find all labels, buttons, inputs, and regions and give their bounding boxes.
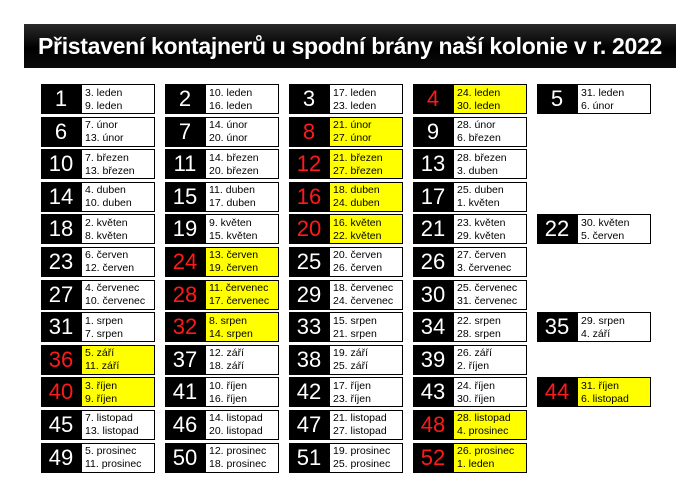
week-dates	[453, 84, 527, 114]
week-number: 47	[289, 410, 329, 440]
week-dates	[329, 280, 403, 310]
week-number: 35	[537, 312, 577, 342]
week-number: 28	[165, 280, 205, 310]
week-dates	[205, 117, 279, 147]
week-start-date: 25. červenec	[457, 282, 518, 295]
week-number: 7	[165, 117, 205, 147]
week-dates	[453, 182, 527, 212]
week-cell	[41, 247, 165, 277]
week-end-date: 11. září	[85, 360, 120, 373]
week-end-date: 10. duben	[85, 197, 132, 210]
week-end-date: 1. květen	[457, 197, 500, 210]
week-start-date: 13. červen	[209, 249, 259, 262]
week-cell	[289, 443, 413, 473]
week-cell	[165, 182, 289, 212]
week-end-date: 9. leden	[85, 99, 123, 112]
week-end-date: 13. listopad	[85, 425, 139, 438]
week-cell	[41, 117, 165, 147]
week-end-date: 16. leden	[209, 99, 253, 112]
week-dates	[205, 312, 279, 342]
week-start-date: 11. červenec	[209, 282, 269, 295]
week-cell	[537, 214, 661, 244]
week-end-date: 3. duben	[457, 164, 498, 177]
week-number: 45	[41, 410, 81, 440]
week-number: 25	[289, 247, 329, 277]
week-end-date: 20. listopad	[209, 425, 263, 438]
week-cell	[41, 280, 165, 310]
week-cell	[41, 84, 165, 114]
week-end-date: 13. březen	[85, 164, 135, 177]
week-number: 8	[289, 117, 329, 147]
week-number: 20	[289, 214, 329, 244]
week-cell	[41, 182, 165, 212]
week-end-date: 24. duben	[333, 197, 380, 210]
week-start-date: 26. prosinec	[457, 445, 515, 458]
week-number: 52	[413, 443, 453, 473]
week-end-date: 30. leden	[457, 99, 501, 112]
week-start-date: 21. březen	[333, 151, 383, 164]
week-number: 37	[165, 345, 205, 375]
week-number: 44	[537, 377, 577, 407]
week-dates	[329, 214, 403, 244]
week-dates	[81, 84, 155, 114]
week-dates	[329, 377, 403, 407]
week-number: 40	[41, 377, 81, 407]
week-cell	[537, 84, 661, 114]
page-title: Přistavení kontajnerů u spodní brány naší kolonie v r. 2022	[24, 24, 676, 68]
week-number: 34	[413, 312, 453, 342]
week-end-date: 15. květen	[209, 229, 258, 242]
week-cell	[289, 247, 413, 277]
week-dates	[453, 280, 527, 310]
week-dates	[577, 214, 651, 244]
week-number: 4	[413, 84, 453, 114]
week-dates	[453, 443, 527, 473]
week-start-date: 14. únor	[209, 119, 248, 132]
week-dates	[205, 247, 279, 277]
week-end-date: 26. červen	[333, 262, 383, 275]
week-end-date: 1. leden	[457, 458, 495, 471]
week-cell	[289, 410, 413, 440]
week-start-date: 24. říjen	[457, 379, 495, 392]
week-start-date: 15. srpen	[333, 314, 377, 327]
week-start-date: 29. srpen	[581, 314, 625, 327]
week-number: 29	[289, 280, 329, 310]
week-cell	[165, 117, 289, 147]
week-end-date: 22. květen	[333, 229, 382, 242]
week-cell	[165, 149, 289, 179]
week-start-date: 7. březen	[85, 151, 129, 164]
week-cell	[537, 312, 661, 342]
week-dates	[81, 377, 155, 407]
week-end-date: 21. srpen	[333, 327, 377, 340]
week-dates	[205, 443, 279, 473]
week-start-date: 23. květen	[457, 216, 506, 229]
week-end-date: 17. červenec	[209, 295, 270, 308]
week-end-date: 30. říjen	[457, 392, 495, 405]
week-cell	[413, 247, 537, 277]
week-end-date: 17. duben	[209, 197, 256, 210]
week-cell	[41, 149, 165, 179]
week-end-date: 13. únor	[85, 132, 124, 145]
week-end-date: 11. prosinec	[85, 458, 142, 471]
week-cell	[289, 84, 413, 114]
week-start-date: 18. červenec	[333, 282, 394, 295]
week-number: 43	[413, 377, 453, 407]
week-start-date: 31. říjen	[581, 379, 619, 392]
week-cell	[165, 377, 289, 407]
week-end-date: 18. září	[209, 360, 245, 373]
week-start-date: 22. srpen	[457, 314, 501, 327]
week-cell	[413, 312, 537, 342]
week-dates	[81, 214, 155, 244]
week-number: 32	[165, 312, 205, 342]
week-end-date: 2. říjen	[457, 360, 490, 373]
week-dates	[453, 117, 527, 147]
week-number: 39	[413, 345, 453, 375]
week-dates	[577, 312, 651, 342]
week-cell	[41, 410, 165, 440]
week-number: 51	[289, 443, 329, 473]
week-number: 26	[413, 247, 453, 277]
week-dates	[453, 345, 527, 375]
week-end-date: 25. prosinec	[333, 458, 391, 471]
week-cell	[537, 377, 661, 407]
week-dates	[453, 247, 527, 277]
week-start-date: 7. únor	[85, 119, 118, 132]
week-cell	[413, 182, 537, 212]
week-number: 24	[165, 247, 205, 277]
week-number: 31	[41, 312, 81, 342]
week-end-date: 18. prosinec	[209, 458, 267, 471]
week-start-date: 16. květen	[333, 216, 382, 229]
week-dates	[329, 345, 403, 375]
week-number: 36	[41, 345, 81, 375]
week-end-date: 16. říjen	[209, 392, 247, 405]
week-start-date: 5. září	[85, 347, 115, 360]
week-end-date: 28. srpen	[457, 327, 501, 340]
week-number: 19	[165, 214, 205, 244]
week-dates	[81, 182, 155, 212]
week-number: 42	[289, 377, 329, 407]
week-start-date: 3. leden	[85, 86, 123, 99]
week-number: 38	[289, 345, 329, 375]
week-dates	[81, 247, 155, 277]
week-start-date: 4. duben	[85, 184, 126, 197]
week-dates	[205, 214, 279, 244]
week-start-date: 31. leden	[581, 86, 625, 99]
week-end-date: 19. červen	[209, 262, 259, 275]
week-cell	[413, 345, 537, 375]
week-end-date: 20. únor	[209, 132, 248, 145]
week-start-date: 27. červen	[457, 249, 507, 262]
week-start-date: 21. únor	[333, 119, 372, 132]
week-cell	[165, 443, 289, 473]
week-start-date: 19. září	[333, 347, 369, 360]
week-cell	[413, 117, 537, 147]
week-end-date: 23. leden	[333, 99, 377, 112]
week-number: 9	[413, 117, 453, 147]
week-dates	[205, 280, 279, 310]
week-start-date: 5. prosinec	[85, 445, 137, 458]
week-number: 27	[41, 280, 81, 310]
week-start-date: 12. prosinec	[209, 445, 267, 458]
week-start-date: 14. listopad	[209, 412, 263, 425]
week-number: 18	[41, 214, 81, 244]
week-cell	[413, 149, 537, 179]
week-end-date: 27. únor	[333, 132, 372, 145]
week-number: 12	[289, 149, 329, 179]
week-start-date: 9. květen	[209, 216, 252, 229]
week-number: 33	[289, 312, 329, 342]
week-dates	[329, 182, 403, 212]
week-start-date: 30. květen	[581, 216, 630, 229]
week-start-date: 8. srpen	[209, 314, 247, 327]
week-number: 2	[165, 84, 205, 114]
week-start-date: 25. duben	[457, 184, 504, 197]
week-end-date: 29. květen	[457, 229, 506, 242]
week-end-date: 6. listopad	[581, 392, 629, 405]
week-dates	[329, 247, 403, 277]
week-cell	[289, 182, 413, 212]
week-start-date: 19. prosinec	[333, 445, 391, 458]
week-start-date: 3. říjen	[85, 379, 118, 392]
week-grid	[41, 84, 661, 474]
week-number: 48	[413, 410, 453, 440]
week-start-date: 6. červen	[85, 249, 129, 262]
week-start-date: 10. leden	[209, 86, 253, 99]
week-cell	[289, 345, 413, 375]
week-start-date: 12. září	[209, 347, 245, 360]
week-number: 30	[413, 280, 453, 310]
week-cell	[289, 377, 413, 407]
week-number: 16	[289, 182, 329, 212]
week-number: 15	[165, 182, 205, 212]
week-end-date: 31. červenec	[457, 295, 518, 308]
week-number: 6	[41, 117, 81, 147]
week-end-date: 20. březen	[209, 164, 259, 177]
week-cell	[165, 84, 289, 114]
week-start-date: 21. listopad	[333, 412, 387, 425]
week-dates	[81, 117, 155, 147]
week-cell	[413, 280, 537, 310]
week-dates	[577, 84, 651, 114]
week-number: 50	[165, 443, 205, 473]
week-dates	[81, 345, 155, 375]
week-cell	[413, 84, 537, 114]
week-dates	[453, 410, 527, 440]
week-cell	[413, 443, 537, 473]
week-start-date: 7. listopad	[85, 412, 133, 425]
week-cell	[41, 345, 165, 375]
week-cell	[41, 214, 165, 244]
week-cell	[413, 410, 537, 440]
week-number: 13	[413, 149, 453, 179]
week-start-date: 10. říjen	[209, 379, 247, 392]
week-cell	[289, 117, 413, 147]
week-dates	[205, 377, 279, 407]
week-end-date: 6. únor	[581, 99, 614, 112]
week-number: 49	[41, 443, 81, 473]
week-dates	[81, 443, 155, 473]
week-cell	[413, 377, 537, 407]
week-number: 3	[289, 84, 329, 114]
week-end-date: 27. listopad	[333, 425, 387, 438]
week-cell	[165, 312, 289, 342]
week-number: 10	[41, 149, 81, 179]
week-cell	[289, 312, 413, 342]
week-end-date: 14. srpen	[209, 327, 253, 340]
week-dates	[81, 410, 155, 440]
week-dates	[577, 377, 651, 407]
week-end-date: 6. březen	[457, 132, 501, 145]
week-cell	[413, 214, 537, 244]
week-start-date: 28. únor	[457, 119, 496, 132]
week-dates	[453, 214, 527, 244]
week-dates	[205, 345, 279, 375]
week-dates	[205, 410, 279, 440]
week-dates	[329, 117, 403, 147]
week-dates	[81, 280, 155, 310]
week-end-date: 3. červenec	[457, 262, 512, 275]
week-start-date: 28. listopad	[457, 412, 511, 425]
week-dates	[453, 312, 527, 342]
week-dates	[81, 312, 155, 342]
week-number: 21	[413, 214, 453, 244]
week-dates	[81, 149, 155, 179]
week-start-date: 18. duben	[333, 184, 380, 197]
week-end-date: 10. červenec	[85, 295, 146, 308]
week-number: 41	[165, 377, 205, 407]
week-cell	[165, 247, 289, 277]
week-end-date: 5. červen	[581, 229, 625, 242]
week-cell	[165, 280, 289, 310]
week-end-date: 7. srpen	[85, 327, 123, 340]
week-number: 23	[41, 247, 81, 277]
week-start-date: 11. duben	[209, 184, 255, 197]
week-dates	[453, 149, 527, 179]
week-cell	[41, 443, 165, 473]
week-end-date: 23. říjen	[333, 392, 371, 405]
week-number: 11	[165, 149, 205, 179]
week-number: 14	[41, 182, 81, 212]
week-cell	[41, 377, 165, 407]
week-cell	[165, 214, 289, 244]
week-dates	[329, 410, 403, 440]
week-cell	[289, 149, 413, 179]
week-cell	[289, 214, 413, 244]
week-cell	[165, 410, 289, 440]
week-start-date: 1. srpen	[85, 314, 123, 327]
week-dates	[205, 182, 279, 212]
week-number: 1	[41, 84, 81, 114]
week-start-date: 17. leden	[333, 86, 377, 99]
week-dates	[205, 149, 279, 179]
week-end-date: 25. září	[333, 360, 369, 373]
week-dates	[329, 312, 403, 342]
week-end-date: 4. září	[581, 327, 611, 340]
week-cell	[165, 345, 289, 375]
week-number: 46	[165, 410, 205, 440]
week-start-date: 28. březen	[457, 151, 507, 164]
week-start-date: 24. leden	[457, 86, 501, 99]
week-start-date: 4. červenec	[85, 282, 140, 295]
week-end-date: 24. červenec	[333, 295, 394, 308]
week-end-date: 12. červen	[85, 262, 135, 275]
week-number: 17	[413, 182, 453, 212]
week-end-date: 27. březen	[333, 164, 383, 177]
week-start-date: 17. říjen	[333, 379, 371, 392]
week-dates	[453, 377, 527, 407]
week-end-date: 8. květen	[85, 229, 128, 242]
week-dates	[329, 149, 403, 179]
week-start-date: 14. březen	[209, 151, 259, 164]
week-end-date: 4. prosinec	[457, 425, 509, 438]
week-dates	[329, 84, 403, 114]
week-start-date: 2. květen	[85, 216, 128, 229]
week-dates	[205, 84, 279, 114]
week-number: 5	[537, 84, 577, 114]
week-dates	[329, 443, 403, 473]
week-cell	[289, 280, 413, 310]
week-number: 22	[537, 214, 577, 244]
week-start-date: 26. září	[457, 347, 493, 360]
week-start-date: 20. červen	[333, 249, 383, 262]
week-end-date: 9. říjen	[85, 392, 118, 405]
week-cell	[41, 312, 165, 342]
